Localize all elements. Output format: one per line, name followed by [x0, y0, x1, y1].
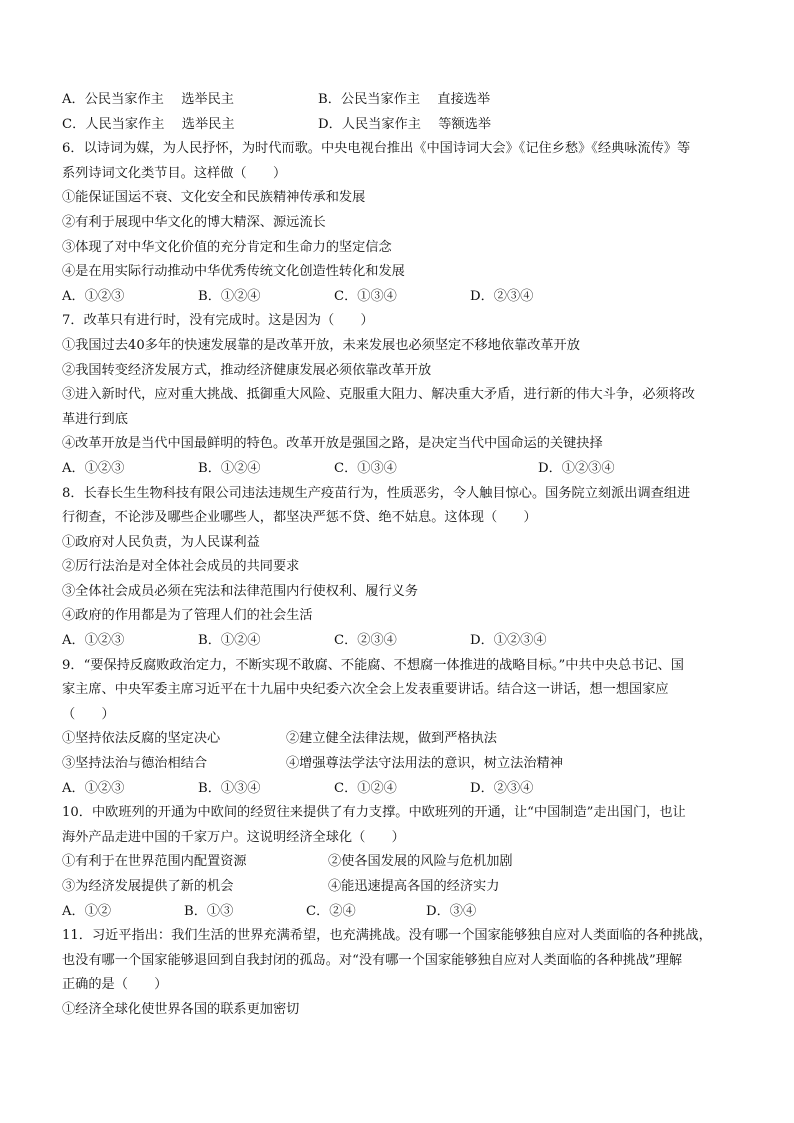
q7-stem: 7．改革只有进行时，没有完成时。这是因为（ ）: [62, 313, 374, 329]
q8-stem-line2: 行彻查，不论涉及哪些企业哪些人，都坚决严惩不贷、绝不姑息。这体现（ ）: [62, 510, 537, 526]
q6-item-3: ③体现了对中华文化价值的充分肯定和生命力的坚定信念: [62, 239, 392, 255]
q7-option-b: B．①②④: [198, 460, 261, 476]
q9-options: [62, 777, 742, 802]
q10-stem-line1: 10．中欧班列的开通为中欧间的经贸往来提供了有力支撑。中欧班列的开通，让“中国制造”走出国门，也让: [62, 805, 686, 821]
q10-item-4: ④能迅速提高各国的经济实力: [328, 879, 500, 894]
q6-item-1: ①能保证国运不衰、文化安全和民族精神传承和发展: [62, 190, 366, 206]
q9-item-4: ④增强尊法学法守法用法的意识，树立法治精神: [286, 756, 563, 772]
q7-option-d: D．①②③④: [538, 460, 615, 476]
q9-stem-line3: （ ）: [62, 706, 115, 722]
q6-option-b: B．①②④: [198, 288, 261, 304]
q10-item-1: ①有利于在世界范围内配置资源: [62, 854, 247, 870]
q10-item-3: ③为经济发展提供了新的机会: [62, 879, 234, 894]
q11-stem-line3: 正确的是（ ）: [62, 977, 168, 993]
q6-stem-line1: 6．以诗词为媒，为人民抒怀，为时代而歌。中央电视台推出《中国诗词大会》《记住乡愁》《经典咏流传》等: [62, 141, 691, 157]
q10-option-c: C．②④: [306, 903, 356, 919]
q7-item-2: ②我国转变经济发展方式，推动经济健康发展必须依靠改革开放: [62, 362, 432, 378]
q9-option-c: C．①②④: [334, 780, 397, 796]
q6-option-d: D．②③④: [470, 288, 534, 304]
q6-option-c: C．①③④: [334, 288, 397, 304]
q6-option-a: A．①②③: [62, 288, 125, 304]
q11-item-1: ①经济全球化使世界各国的联系更加密切: [62, 1001, 300, 1017]
q8-option-a: A．①②③: [62, 633, 125, 649]
q6-options: [62, 285, 742, 310]
q7-option-c: C．①③④: [334, 460, 397, 476]
q6-item-2: ②有利于展现中华文化的博大精深、源远流长: [62, 214, 326, 230]
q10-options: [62, 900, 742, 925]
q6-stem-line2: 系列诗词文化类节目。这样做（ ）: [62, 165, 287, 181]
q5-options-row1: [62, 88, 742, 113]
q9-stem-line2: 家主席、中央军委主席习近平在十九届中央纪委六次全会上发表重要讲话。结合这一讲话，想一想国家应: [62, 682, 669, 698]
q7-item-3-cont: 革进行到底: [62, 411, 128, 427]
q7-item-1: ①我国过去40多年的快速发展靠的是改革开放，未来发展也必须坚定不移地依靠改革开放: [62, 337, 580, 353]
exam-page: [62, 88, 742, 1023]
q10-items-row1: [62, 850, 742, 875]
q10-option-a: A．①②: [62, 903, 112, 919]
q9-item-3: ③坚持法治与德治相结合: [62, 756, 208, 772]
q7-options: [62, 457, 742, 482]
q9-option-a: A．①②③: [62, 780, 125, 796]
q8-item-2: ②厉行法治是对全体社会成员的共同要求: [62, 559, 300, 575]
q10-option-d: D．③④: [426, 903, 477, 919]
q5-options-row2: [62, 113, 742, 138]
q10-stem-line2: 海外产品走进中国的千家万户。这说明经济全球化（ ）: [62, 829, 405, 845]
q5-option-c: C．人民当家作主 选举民主: [62, 116, 235, 132]
q8-option-c: C．②③④: [334, 633, 397, 649]
q8-item-3: ③全体社会成员必须在宪法和法律范围内行使权利、履行义务: [62, 583, 419, 599]
q10-item-2: ②使各国发展的风险与危机加剧: [328, 854, 513, 870]
q10-option-b: B．①③: [184, 903, 234, 919]
q8-option-b: B．①②④: [198, 633, 261, 649]
q8-item-4: ④政府的作用都是为了管理人们的社会生活: [62, 608, 313, 624]
q7-item-3: ③进入新时代，应对重大挑战、抵御重大风险、克服重大阻力、解决重大矛盾，进行新的伟大斗争，必须将改: [62, 387, 695, 403]
q8-stem-line1: 8．长春长生生物科技有限公司违法违规生产疫苗行为，性质恶劣，令人触目惊心。国务院立刻派出调查组进: [62, 485, 691, 501]
q11-stem-line2: 也没有哪一个国家能够退回到自我封闭的孤岛。对“没有哪一个国家能够独自应对人类面临的各种挑战”理解: [62, 952, 683, 968]
q5-option-b: B．公民当家作主 直接选举: [318, 92, 491, 107]
q8-item-1: ①政府对人民负责，为人民谋利益: [62, 534, 260, 550]
q5-option-a: A．公民当家作主 选举民主: [62, 92, 234, 107]
q9-option-b: B．①③④: [198, 780, 261, 796]
q6-item-4: ④是在用实际行动推动中华优秀传统文化创造性转化和发展: [62, 264, 405, 280]
q7-item-4: ④改革开放是当代中国最鲜明的特色。改革开放是强国之路，是决定当代中国命运的关键抉择: [62, 436, 603, 452]
q9-item-2: ②建立健全法律法规，做到严格执法: [286, 731, 497, 747]
q9-items-row2: [62, 752, 742, 777]
q9-items-row1: [62, 727, 742, 752]
q10-items-row2: [62, 875, 742, 900]
q8-options: [62, 629, 742, 654]
q9-item-1: ①坚持依法反腐的坚定决心: [62, 731, 221, 747]
q8-option-d: D．①②③④: [470, 633, 547, 649]
q9-option-d: D．②③④: [470, 780, 534, 796]
q9-stem-line1: 9．“要保持反腐败政治定力，不断实现不敢腐、不能腐、不想腐一体推进的战略目标。”中共中央总书记、国: [62, 657, 684, 673]
q7-option-a: A．①②③: [62, 460, 125, 476]
q11-stem-line1: 11．习近平指出：我们生活的世界充满希望，也充满挑战。没有哪一个国家能够独自应对人类面临的各种挑战，: [62, 928, 712, 944]
q5-option-d: D．人民当家作主 等额选举: [318, 116, 492, 132]
